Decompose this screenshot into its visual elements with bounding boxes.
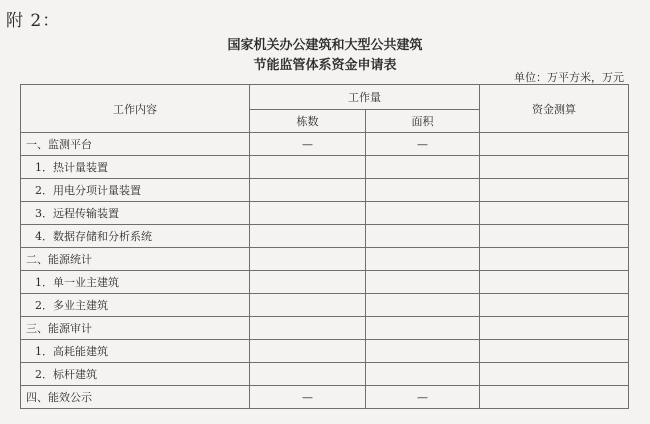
row-fund-cell (480, 248, 629, 271)
row-count-cell (250, 248, 366, 271)
table-row (21, 202, 629, 225)
row-label: 4．数据存储和分析系统 (21, 225, 250, 248)
document-title-line2: 节能监管体系资金申请表 (253, 58, 397, 73)
row-label: 1．单一业主建筑 (21, 271, 250, 294)
table-row (21, 271, 629, 294)
table-row (21, 363, 629, 386)
header-content: 工作内容 (21, 85, 250, 133)
row-label: 2．用电分项计量装置 (21, 179, 250, 202)
row-label: 三、能源审计 (21, 317, 250, 340)
table-row (21, 317, 629, 340)
row-label: 1．热计量装置 (21, 156, 250, 179)
row-count-cell (250, 317, 366, 340)
row-count-cell: — (250, 133, 366, 156)
row-count-cell (250, 363, 366, 386)
row-label: 二、能源统计 (21, 248, 250, 271)
fund-application-table (20, 84, 629, 409)
row-area-cell: — (366, 133, 480, 156)
row-label: 2．多业主建筑 (21, 294, 250, 317)
table-row (21, 156, 629, 179)
document-title-line1: 国家机关办公建筑和大型公共建筑 (227, 38, 423, 53)
row-fund-cell (480, 225, 629, 248)
header-workload: 工作量 (250, 85, 480, 110)
header-area: 面积 (366, 110, 480, 133)
row-count-cell (250, 225, 366, 248)
row-count-cell (250, 294, 366, 317)
row-fund-cell (480, 294, 629, 317)
row-label: 3．远程传输装置 (21, 202, 250, 225)
row-area-cell (366, 225, 480, 248)
row-fund-cell (480, 363, 629, 386)
row-count-cell (250, 156, 366, 179)
row-area-cell (366, 340, 480, 363)
row-fund-cell (480, 156, 629, 179)
row-count-cell: — (250, 386, 366, 409)
row-fund-cell (480, 340, 629, 363)
row-label: 一、监测平台 (21, 133, 250, 156)
row-count-cell (250, 202, 366, 225)
row-label: 1．高耗能建筑 (21, 340, 250, 363)
row-fund-cell (480, 179, 629, 202)
row-area-cell: — (366, 386, 480, 409)
table-row (21, 225, 629, 248)
table-row (21, 179, 629, 202)
header-fund: 资金测算 (480, 85, 629, 133)
row-area-cell (366, 363, 480, 386)
row-fund-cell (480, 133, 629, 156)
row-fund-cell (480, 386, 629, 409)
table-row (21, 248, 629, 271)
row-area-cell (366, 271, 480, 294)
row-label: 四、能效公示 (21, 386, 250, 409)
row-area-cell (366, 202, 480, 225)
table-row (21, 386, 629, 409)
row-fund-cell (480, 317, 629, 340)
row-area-cell (366, 317, 480, 340)
row-area-cell (366, 156, 480, 179)
table-row (21, 340, 629, 363)
row-fund-cell (480, 271, 629, 294)
row-count-cell (250, 340, 366, 363)
row-area-cell (366, 294, 480, 317)
row-area-cell (366, 248, 480, 271)
row-count-cell (250, 179, 366, 202)
attachment-label: 附 2： (6, 11, 61, 31)
table-body (21, 133, 629, 409)
header-count: 栋数 (250, 110, 366, 133)
row-fund-cell (480, 202, 629, 225)
row-count-cell (250, 271, 366, 294)
row-label: 2．标杆建筑 (21, 363, 250, 386)
row-area-cell (366, 179, 480, 202)
unit-note: 单位：万平方米，万元 (514, 71, 624, 84)
table-row (21, 294, 629, 317)
table-row (21, 133, 629, 156)
